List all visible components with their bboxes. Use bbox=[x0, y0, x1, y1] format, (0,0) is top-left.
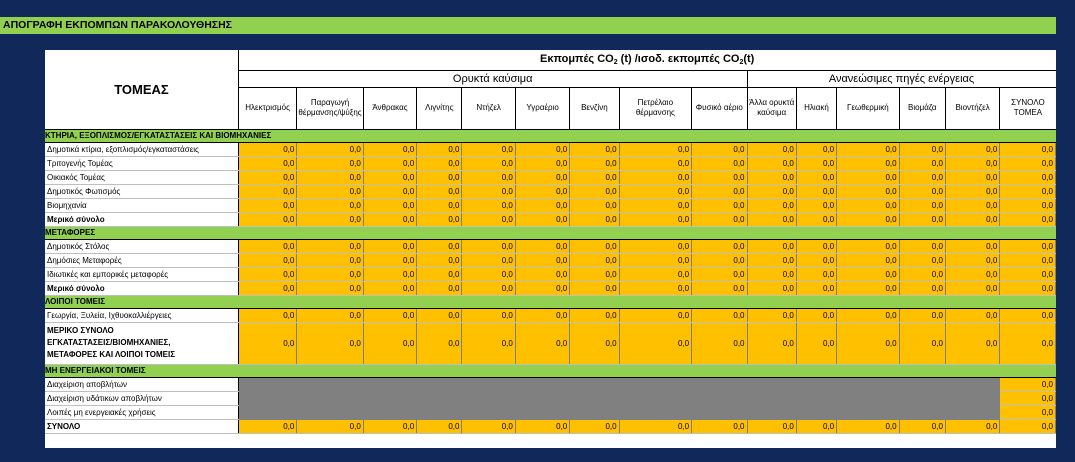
row-label bbox=[45, 322, 238, 364]
value-cell[interactable]: 0,0 bbox=[796, 184, 836, 198]
value-cell[interactable]: 0,0 bbox=[462, 281, 515, 295]
value-cell[interactable]: 0,0 bbox=[747, 212, 796, 226]
column-header: Άλλα ορυκτά καύσιμα bbox=[747, 87, 796, 129]
value-cell[interactable]: 0,0 bbox=[238, 253, 296, 267]
value-cell[interactable]: 0,0 bbox=[462, 267, 515, 281]
value-cell[interactable]: 0,0 bbox=[796, 198, 836, 212]
value-cell[interactable]: 0,0 bbox=[238, 156, 296, 170]
value-cell[interactable]: 0,0 bbox=[1000, 377, 1056, 391]
value-cell[interactable]: 0,0 bbox=[297, 142, 363, 156]
row-label: Δημόσιες Μεταφορές bbox=[45, 253, 238, 267]
value-cell[interactable]: 0,0 bbox=[1000, 322, 1056, 364]
row-label: Διαχείριση υδάτικων αποβλήτων bbox=[45, 391, 238, 405]
value-cell[interactable]: 0,0 bbox=[238, 419, 296, 433]
value-cell[interactable]: 0,0 bbox=[515, 253, 569, 267]
value-cell[interactable]: 0,0 bbox=[837, 156, 899, 170]
value-cell[interactable]: 0,0 bbox=[417, 267, 462, 281]
value-cell[interactable]: 0,0 bbox=[570, 419, 619, 433]
value-cell[interactable]: 0,0 bbox=[462, 142, 515, 156]
column-header: Ηλιακή bbox=[796, 87, 836, 129]
value-cell[interactable]: 0,0 bbox=[515, 198, 569, 212]
value-cell[interactable]: 0,0 bbox=[238, 142, 296, 156]
value-cell[interactable]: 0,0 bbox=[945, 281, 999, 295]
value-cell[interactable]: 0,0 bbox=[570, 198, 619, 212]
value-cell[interactable]: 0,0 bbox=[796, 322, 836, 364]
value-cell[interactable]: 0,0 bbox=[899, 419, 945, 433]
value-cell[interactable]: 0,0 bbox=[570, 212, 619, 226]
value-cell[interactable]: 0,0 bbox=[619, 419, 692, 433]
value-cell[interactable]: 0,0 bbox=[692, 212, 747, 226]
row-label-line: ΕΓΚΑΤΑΣΤΑΣΕΙΣ/ΒΙΟΜΗΧΑΝΙΕΣ, bbox=[47, 338, 171, 347]
value-cell[interactable]: 0,0 bbox=[747, 308, 796, 322]
value-cell[interactable]: 0,0 bbox=[796, 142, 836, 156]
value-cell[interactable]: 0,0 bbox=[462, 253, 515, 267]
row-label-line: ΜΕΤΑΦΟΡΕΣ ΚΑΙ ΛΟΙΠΟΙ ΤΟΜΕΙΣ bbox=[47, 350, 176, 359]
value-cell[interactable]: 0,0 bbox=[238, 308, 296, 322]
disabled-cells bbox=[238, 377, 999, 391]
value-cell[interactable]: 0,0 bbox=[462, 184, 515, 198]
value-cell[interactable]: 0,0 bbox=[462, 212, 515, 226]
value-cell[interactable]: 0,0 bbox=[297, 308, 363, 322]
value-cell[interactable]: 0,0 bbox=[417, 184, 462, 198]
row-label: Ιδιωτικές και εμπορικές μεταφορές bbox=[45, 267, 238, 281]
value-cell[interactable]: 0,0 bbox=[796, 170, 836, 184]
value-cell[interactable]: 0,0 bbox=[363, 419, 416, 433]
row-label: Διαχείριση αποβλήτων bbox=[45, 377, 238, 391]
value-cell[interactable]: 0,0 bbox=[570, 170, 619, 184]
value-cell[interactable]: 0,0 bbox=[238, 267, 296, 281]
value-cell[interactable]: 0,0 bbox=[747, 419, 796, 433]
value-cell[interactable]: 0,0 bbox=[945, 198, 999, 212]
value-cell[interactable]: 0,0 bbox=[1000, 308, 1056, 322]
value-cell[interactable]: 0,0 bbox=[619, 212, 692, 226]
column-header: ΣΥΝΟΛΟ ΤΟΜΕΑ bbox=[1000, 87, 1056, 129]
value-cell[interactable]: 0,0 bbox=[515, 239, 569, 253]
value-cell[interactable]: 0,0 bbox=[570, 239, 619, 253]
value-cell[interactable]: 0,0 bbox=[570, 142, 619, 156]
row-label: Βιομηχανία bbox=[45, 198, 238, 212]
value-cell[interactable]: 0,0 bbox=[462, 419, 515, 433]
value-cell[interactable]: 0,0 bbox=[747, 281, 796, 295]
value-cell[interactable]: 0,0 bbox=[796, 156, 836, 170]
column-header: Γεωθερμική bbox=[837, 87, 899, 129]
value-cell[interactable]: 0,0 bbox=[837, 198, 899, 212]
value-cell[interactable]: 0,0 bbox=[462, 308, 515, 322]
value-cell[interactable]: 0,0 bbox=[515, 184, 569, 198]
value-cell[interactable]: 0,0 bbox=[297, 322, 363, 364]
value-cell[interactable]: 0,0 bbox=[297, 281, 363, 295]
value-cell[interactable]: 0,0 bbox=[515, 156, 569, 170]
value-cell[interactable]: 0,0 bbox=[1000, 281, 1056, 295]
value-cell[interactable]: 0,0 bbox=[417, 308, 462, 322]
value-cell[interactable]: 0,0 bbox=[363, 212, 416, 226]
value-cell[interactable]: 0,0 bbox=[570, 308, 619, 322]
value-cell[interactable]: 0,0 bbox=[945, 419, 999, 433]
value-cell[interactable]: 0,0 bbox=[619, 253, 692, 267]
row-label: Δημοτικός Στόλος bbox=[45, 239, 238, 253]
value-cell[interactable]: 0,0 bbox=[1000, 212, 1056, 226]
value-cell[interactable]: 0,0 bbox=[462, 170, 515, 184]
row-label: Τριτογενής Τομέας bbox=[45, 156, 238, 170]
value-cell[interactable]: 0,0 bbox=[899, 170, 945, 184]
value-cell[interactable]: 0,0 bbox=[363, 253, 416, 267]
column-header: Λιγνίτης bbox=[417, 87, 462, 129]
value-cell[interactable]: 0,0 bbox=[570, 156, 619, 170]
value-cell[interactable]: 0,0 bbox=[796, 212, 836, 226]
value-cell[interactable]: 0,0 bbox=[837, 267, 899, 281]
value-cell[interactable]: 0,0 bbox=[747, 184, 796, 198]
value-cell[interactable]: 0,0 bbox=[692, 267, 747, 281]
sector-header: ΤΟΜΕΑΣ bbox=[45, 50, 238, 129]
value-cell[interactable]: 0,0 bbox=[837, 253, 899, 267]
value-cell[interactable]: 0,0 bbox=[1000, 170, 1056, 184]
value-cell[interactable]: 0,0 bbox=[796, 253, 836, 267]
value-cell[interactable]: 0,0 bbox=[570, 184, 619, 198]
row-label: Οικιακός Τομέας bbox=[45, 170, 238, 184]
value-cell[interactable]: 0,0 bbox=[747, 267, 796, 281]
value-cell[interactable]: 0,0 bbox=[1000, 405, 1056, 419]
value-cell[interactable]: 0,0 bbox=[363, 184, 416, 198]
value-cell[interactable]: 0,0 bbox=[747, 156, 796, 170]
value-cell[interactable]: 0,0 bbox=[238, 212, 296, 226]
value-cell[interactable]: 0,0 bbox=[515, 170, 569, 184]
value-cell[interactable]: 0,0 bbox=[899, 253, 945, 267]
value-cell[interactable]: 0,0 bbox=[692, 142, 747, 156]
row-label: Γεωργία, Ξυλεία, Ιχθυοκαλλιέργειες bbox=[45, 308, 238, 322]
value-cell[interactable]: 0,0 bbox=[1000, 198, 1056, 212]
value-cell[interactable]: 0,0 bbox=[899, 212, 945, 226]
value-cell[interactable]: 0,0 bbox=[570, 253, 619, 267]
row-label: Μερικό σύνολο bbox=[45, 281, 238, 295]
value-cell[interactable]: 0,0 bbox=[297, 267, 363, 281]
value-cell[interactable]: 0,0 bbox=[899, 281, 945, 295]
value-cell[interactable]: 0,0 bbox=[837, 308, 899, 322]
value-cell[interactable]: 0,0 bbox=[837, 322, 899, 364]
value-cell[interactable]: 0,0 bbox=[945, 142, 999, 156]
emissions-header: Εκπομπές $CO_2$ (t) /ισοδ. εκπομπές $CO_2(t)$ bbox=[238, 50, 1055, 70]
value-cell[interactable]: 0,0 bbox=[837, 212, 899, 226]
value-cell[interactable]: 0,0 bbox=[297, 419, 363, 433]
value-cell[interactable]: 0,0 bbox=[515, 308, 569, 322]
value-cell[interactable]: 0,0 bbox=[692, 156, 747, 170]
value-cell[interactable]: 0,0 bbox=[619, 184, 692, 198]
value-cell[interactable]: 0,0 bbox=[692, 198, 747, 212]
emissions-table bbox=[45, 50, 1056, 434]
value-cell[interactable]: 0,0 bbox=[1000, 142, 1056, 156]
row-label: Δημοτικός Φωτισμός bbox=[45, 184, 238, 198]
value-cell[interactable]: 0,0 bbox=[363, 198, 416, 212]
category-header: ΜΕΤΑΦΟΡΕΣ bbox=[45, 226, 1056, 239]
column-header: Βιομάζα bbox=[899, 87, 945, 129]
disabled-cells bbox=[238, 405, 999, 419]
value-cell[interactable]: 0,0 bbox=[747, 239, 796, 253]
column-header: Ντήζελ bbox=[462, 87, 515, 129]
value-cell[interactable]: 0,0 bbox=[945, 156, 999, 170]
value-cell[interactable]: 0,0 bbox=[837, 281, 899, 295]
value-cell[interactable]: 0,0 bbox=[692, 170, 747, 184]
value-cell[interactable]: 0,0 bbox=[462, 198, 515, 212]
disabled-cells bbox=[238, 391, 999, 405]
value-cell[interactable]: 0,0 bbox=[837, 142, 899, 156]
value-cell[interactable]: 0,0 bbox=[945, 308, 999, 322]
value-cell[interactable]: 0,0 bbox=[297, 198, 363, 212]
value-cell[interactable]: 0,0 bbox=[796, 239, 836, 253]
value-cell[interactable]: 0,0 bbox=[837, 239, 899, 253]
fossil-fuels-header: Ορυκτά καύσιμα bbox=[238, 70, 747, 87]
value-cell[interactable]: 0,0 bbox=[692, 322, 747, 364]
value-cell[interactable]: 0,0 bbox=[619, 170, 692, 184]
value-cell[interactable]: 0,0 bbox=[692, 184, 747, 198]
value-cell[interactable]: 0,0 bbox=[747, 322, 796, 364]
value-cell[interactable]: 0,0 bbox=[515, 142, 569, 156]
value-cell[interactable]: 0,0 bbox=[747, 142, 796, 156]
value-cell[interactable]: 0,0 bbox=[238, 170, 296, 184]
value-cell[interactable]: 0,0 bbox=[297, 156, 363, 170]
value-cell[interactable]: 0,0 bbox=[619, 281, 692, 295]
value-cell[interactable]: 0,0 bbox=[363, 308, 416, 322]
value-cell[interactable]: 0,0 bbox=[945, 170, 999, 184]
value-cell[interactable]: 0,0 bbox=[1000, 184, 1056, 198]
column-header: Ηλεκτρισμός bbox=[238, 87, 296, 129]
sheet-title: ΑΠΟΓΡΑΦΗ ΕΚΠΟΜΠΩΝ ΠΑΡΑΚΟΛΟΥΘΗΣΗΣ bbox=[0, 17, 1056, 34]
value-cell[interactable]: 0,0 bbox=[238, 281, 296, 295]
value-cell[interactable]: 0,0 bbox=[692, 281, 747, 295]
value-cell[interactable]: 0,0 bbox=[837, 419, 899, 433]
value-cell[interactable]: 0,0 bbox=[945, 212, 999, 226]
value-cell[interactable]: 0,0 bbox=[619, 322, 692, 364]
category-header: ΚΤΗΡΙΑ, ΕΞΟΠΛΙΣΜΟΣ/ΕΓΚΑΤΑΣΤΑΣΕΙΣ ΚΑΙ ΒΙΟΜΗΧΑΝΙΕΣ bbox=[45, 129, 1056, 142]
value-cell[interactable]: 0,0 bbox=[417, 419, 462, 433]
value-cell[interactable]: 0,0 bbox=[515, 281, 569, 295]
value-cell[interactable]: 0,0 bbox=[796, 267, 836, 281]
value-cell[interactable]: 0,0 bbox=[899, 156, 945, 170]
value-cell[interactable]: 0,0 bbox=[1000, 419, 1056, 433]
value-cell[interactable]: 0,0 bbox=[515, 419, 569, 433]
renewables-header: Ανανεώσιμες πηγές ενέργειας bbox=[828, 72, 975, 85]
value-cell[interactable]: 0,0 bbox=[417, 198, 462, 212]
value-cell[interactable]: 0,0 bbox=[238, 184, 296, 198]
value-cell[interactable]: 0,0 bbox=[619, 308, 692, 322]
value-cell[interactable]: 0,0 bbox=[899, 308, 945, 322]
value-cell[interactable]: 0,0 bbox=[417, 212, 462, 226]
row-label: Μερικό σύνολο bbox=[45, 212, 238, 226]
value-cell[interactable]: 0,0 bbox=[515, 212, 569, 226]
value-cell[interactable]: 0,0 bbox=[363, 322, 416, 364]
value-cell[interactable]: 0,0 bbox=[238, 322, 296, 364]
value-cell[interactable]: 0,0 bbox=[363, 267, 416, 281]
value-cell[interactable]: 0,0 bbox=[297, 170, 363, 184]
value-cell[interactable]: 0,0 bbox=[570, 322, 619, 364]
value-cell[interactable]: 0,0 bbox=[417, 156, 462, 170]
value-cell[interactable]: 0,0 bbox=[619, 156, 692, 170]
value-cell[interactable]: 0,0 bbox=[619, 239, 692, 253]
category-header: ΛΟΙΠΟΙ ΤΟΜΕΙΣ bbox=[45, 295, 1056, 308]
column-header: Βενζίνη bbox=[570, 87, 619, 129]
value-cell[interactable]: 0,0 bbox=[899, 322, 945, 364]
value-cell[interactable]: 0,0 bbox=[297, 253, 363, 267]
row-label: Λοιπές μη ενεργειακές χρήσεις bbox=[45, 405, 238, 419]
value-cell[interactable]: 0,0 bbox=[945, 267, 999, 281]
value-cell[interactable]: 0,0 bbox=[899, 198, 945, 212]
value-cell[interactable]: 0,0 bbox=[747, 198, 796, 212]
value-cell[interactable]: 0,0 bbox=[238, 198, 296, 212]
value-cell[interactable]: 0,0 bbox=[363, 281, 416, 295]
value-cell[interactable]: 0,0 bbox=[363, 156, 416, 170]
value-cell[interactable]: 0,0 bbox=[692, 308, 747, 322]
value-cell[interactable]: 0,0 bbox=[297, 184, 363, 198]
value-cell[interactable]: 0,0 bbox=[417, 170, 462, 184]
column-header: Υγραέριο bbox=[515, 87, 569, 129]
value-cell[interactable]: 0,0 bbox=[1000, 253, 1056, 267]
value-cell[interactable]: 0,0 bbox=[363, 239, 416, 253]
value-cell[interactable]: 0,0 bbox=[570, 267, 619, 281]
row-label-line: ΜΕΡΙΚΟ ΣΥΝΟΛΟ bbox=[47, 326, 114, 335]
row-label: Δημοτικά κτίρια, εξοπλισμός/εγκαταστάσεις bbox=[45, 142, 238, 156]
category-header: ΜΗ ΕΝΕΡΓΕΙΑΚΟΙ ΤΟΜΕΙΣ bbox=[45, 364, 1056, 377]
value-cell[interactable]: 0,0 bbox=[899, 239, 945, 253]
value-cell[interactable]: 0,0 bbox=[945, 322, 999, 364]
value-cell[interactable]: 0,0 bbox=[238, 239, 296, 253]
value-cell[interactable]: 0,0 bbox=[417, 239, 462, 253]
value-cell[interactable]: 0,0 bbox=[417, 253, 462, 267]
value-cell[interactable]: 0,0 bbox=[417, 142, 462, 156]
value-cell[interactable]: 0,0 bbox=[462, 322, 515, 364]
value-cell[interactable]: 0,0 bbox=[747, 253, 796, 267]
value-cell[interactable]: 0,0 bbox=[462, 156, 515, 170]
value-cell[interactable]: 0,0 bbox=[297, 212, 363, 226]
value-cell[interactable]: 0,0 bbox=[692, 239, 747, 253]
value-cell[interactable]: 0,0 bbox=[692, 419, 747, 433]
value-cell[interactable]: 0,0 bbox=[796, 281, 836, 295]
value-cell[interactable]: 0,0 bbox=[297, 239, 363, 253]
value-cell[interactable]: 0,0 bbox=[417, 281, 462, 295]
value-cell[interactable]: 0,0 bbox=[945, 239, 999, 253]
column-header: Παραγωγή θέρμανσης/ψύξης bbox=[297, 87, 363, 129]
value-cell[interactable]: 0,0 bbox=[619, 267, 692, 281]
value-cell[interactable]: 0,0 bbox=[619, 198, 692, 212]
column-header: Φυσικό αέριο bbox=[692, 87, 747, 129]
value-cell[interactable]: 0,0 bbox=[796, 419, 836, 433]
value-cell[interactable]: 0,0 bbox=[796, 308, 836, 322]
value-cell[interactable]: 0,0 bbox=[462, 239, 515, 253]
value-cell[interactable]: 0,0 bbox=[837, 184, 899, 198]
value-cell[interactable]: 0,0 bbox=[1000, 239, 1056, 253]
value-cell[interactable]: 0,0 bbox=[837, 170, 899, 184]
value-cell[interactable]: 0,0 bbox=[515, 322, 569, 364]
value-cell[interactable]: 0,0 bbox=[747, 170, 796, 184]
emissions-table-container bbox=[45, 50, 1056, 448]
row-label: ΣΥΝΟΛΟ bbox=[45, 419, 238, 433]
value-cell[interactable]: 0,0 bbox=[899, 267, 945, 281]
value-cell[interactable]: 0,0 bbox=[1000, 156, 1056, 170]
value-cell[interactable]: 0,0 bbox=[692, 253, 747, 267]
column-header: Άνθρακας bbox=[363, 87, 416, 129]
value-cell[interactable]: 0,0 bbox=[1000, 267, 1056, 281]
value-cell[interactable]: 0,0 bbox=[899, 142, 945, 156]
value-cell[interactable]: 0,0 bbox=[570, 281, 619, 295]
value-cell[interactable]: 0,0 bbox=[363, 170, 416, 184]
column-header: Πετρέλαιο θέρμανσης bbox=[619, 87, 692, 129]
column-header: Βιοντήζελ bbox=[945, 87, 999, 129]
value-cell[interactable]: 0,0 bbox=[945, 184, 999, 198]
value-cell[interactable]: 0,0 bbox=[515, 267, 569, 281]
value-cell[interactable]: 0,0 bbox=[363, 142, 416, 156]
value-cell[interactable]: 0,0 bbox=[1000, 391, 1056, 405]
value-cell[interactable]: 0,0 bbox=[945, 253, 999, 267]
value-cell[interactable]: 0,0 bbox=[619, 142, 692, 156]
value-cell[interactable]: 0,0 bbox=[899, 184, 945, 198]
value-cell[interactable]: 0,0 bbox=[417, 322, 462, 364]
